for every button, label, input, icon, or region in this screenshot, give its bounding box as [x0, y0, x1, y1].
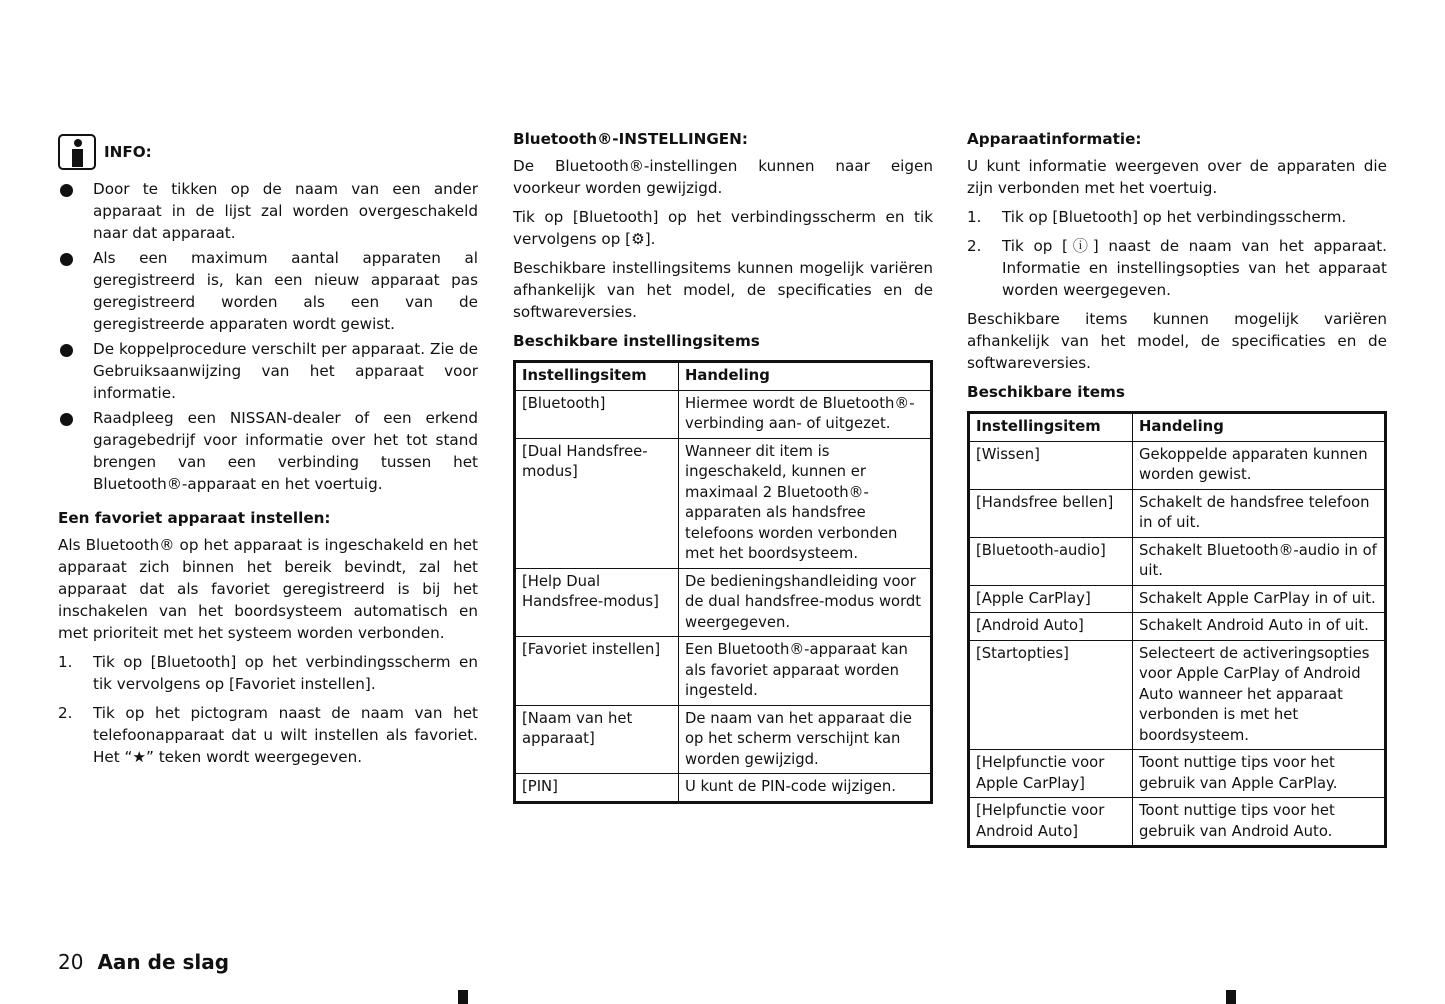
table-cell: Schakelt Apple CarPlay in of uit.	[1133, 585, 1386, 613]
table-row	[969, 489, 1386, 537]
dev-table-heading: Beschikbare items	[967, 383, 1125, 401]
table-cell: Schakelt Android Auto in of uit.	[1133, 613, 1386, 641]
table-cell: [Naam van het apparaat]	[515, 705, 679, 774]
table-cell: Gekoppelde apparaten kunnen worden gewist.	[1133, 441, 1386, 489]
middle-column	[513, 128, 933, 804]
dev-steps	[967, 206, 1387, 301]
page-footer	[58, 951, 229, 973]
crop-mark	[1226, 990, 1236, 1004]
table-cell: Een Bluetooth®-apparaat kan als favoriet apparaat worden ingesteld.	[679, 637, 932, 706]
table-cell: Hiermee wordt de Bluetooth®-verbinding aan- of uitgezet.	[679, 390, 932, 438]
table-cell: Selecteert de activeringsopties voor Apple CarPlay of Android Auto wanneer het apparaat verbonden is met het boordsysteem.	[1133, 640, 1386, 750]
table-cell: Toont nuttige tips voor het gebruik van Apple CarPlay.	[1133, 750, 1386, 798]
info-bullet: Door te tikken op de naam van een ander apparaat in de lijst zal worden overgeschakeld naar dat apparaat.	[58, 178, 478, 244]
dev-paragraph: Beschikbare items kunnen mogelijk variëren afhankelijk van het model, de specificaties en de softwareversies.	[967, 310, 1387, 372]
table-cell: U kunt de PIN-code wijzigen.	[679, 774, 932, 803]
table-cell: Toont nuttige tips voor het gebruik van Android Auto.	[1133, 798, 1386, 847]
table-row	[515, 438, 932, 568]
fav-heading: Een favoriet apparaat instellen:	[58, 509, 331, 527]
table-cell: [Helpfunctie voor Android Auto]	[969, 798, 1133, 847]
right-column	[967, 128, 1387, 848]
table-row	[969, 585, 1386, 613]
table-cell: [Wissen]	[969, 441, 1133, 489]
column-header: Instellingsitem	[515, 362, 679, 391]
dev-paragraph: U kunt informatie weergeven over de apparaten die zijn verbonden met het voertuig.	[967, 157, 1387, 197]
info-header	[58, 134, 478, 170]
table-cell: [Startopties]	[969, 640, 1133, 750]
bt-paragraph: De Bluetooth®-instellingen kunnen naar eigen voorkeur worden gewijzigd.	[513, 157, 933, 197]
info-label: INFO:	[104, 143, 152, 161]
step-item	[967, 206, 1387, 228]
bt-table-heading: Beschikbare instellingsitems	[513, 332, 760, 350]
step-text: Tik op [Bluetooth] op het verbindingsscherm.	[1002, 208, 1347, 226]
column-header: Instellingsitem	[969, 413, 1133, 442]
table-cell: [Bluetooth]	[515, 390, 679, 438]
table-cell: Schakelt Bluetooth®-audio in of uit.	[1133, 537, 1386, 585]
table-cell: [Dual Handsfree-modus]	[515, 438, 679, 568]
table-row	[969, 750, 1386, 798]
table-cell: [Help Dual Handsfree-modus]	[515, 568, 679, 637]
step-text: Tik op [Bluetooth] op het verbindingsscherm en tik vervolgens op [Favoriet instellen].	[93, 653, 478, 693]
table-cell: [Apple CarPlay]	[969, 585, 1133, 613]
bt-paragraph: Tik op [Bluetooth] op het verbindingsscherm en tik vervolgens op [⚙].	[513, 208, 933, 248]
crop-mark	[458, 990, 468, 1004]
info-bullet: Raadpleeg een NISSAN-dealer of een erkend garagebedrijf voor informatie over het tot stand brengen van een verbinding tussen het Bluetooth®-apparaat en het voertuig.	[58, 407, 478, 495]
table-cell: Wanneer dit item is ingeschakeld, kunnen er maximaal 2 Bluetooth®-apparaten als handsfree telefoons worden verbonden met het boordsysteem.	[679, 438, 932, 568]
table-header-row	[515, 362, 932, 391]
table-cell: [Android Auto]	[969, 613, 1133, 641]
table-cell: [PIN]	[515, 774, 679, 803]
section-title: Aan de slag	[97, 950, 230, 974]
info-icon	[58, 134, 96, 170]
table-cell: [Handsfree bellen]	[969, 489, 1133, 537]
fav-steps	[58, 651, 478, 768]
table-row	[515, 568, 932, 637]
table-cell: De naam van het apparaat die op het scherm verschijnt kan worden gewijzigd.	[679, 705, 932, 774]
table-row	[515, 637, 932, 706]
page-number: 20	[58, 950, 84, 974]
table-row	[969, 613, 1386, 641]
table-cell: Schakelt de handsfree telefoon in of uit.	[1133, 489, 1386, 537]
column-header: Handeling	[679, 362, 932, 391]
step-number: 1.	[58, 653, 73, 671]
info-bullet: De koppelprocedure verschilt per apparaat. Zie de Gebruiksaanwijzing van het apparaat voor informatie.	[58, 338, 478, 404]
column-header: Handeling	[1133, 413, 1386, 442]
left-column	[58, 128, 478, 775]
table-header-row	[969, 413, 1386, 442]
bt-paragraph: Beschikbare instellingsitems kunnen mogelijk variëren afhankelijk van het model, de specificaties en de softwareversies.	[513, 259, 933, 321]
table-row	[515, 774, 932, 803]
step-item	[58, 702, 478, 768]
table-row	[515, 390, 932, 438]
table-cell: De bedieningshandleiding voor de dual handsfree-modus wordt weergegeven.	[679, 568, 932, 637]
bt-heading: Bluetooth®-INSTELLINGEN:	[513, 130, 748, 148]
table-row	[515, 705, 932, 774]
table-cell: [Helpfunctie voor Apple CarPlay]	[969, 750, 1133, 798]
info-bullets	[58, 178, 478, 495]
step-text: Tik op [ⓘ] naast de naam van het apparaat. Informatie en instellingsopties van het apparaat worden weergegeven.	[1002, 237, 1387, 299]
step-number: 1.	[967, 208, 982, 226]
dev-heading: Apparaatinformatie:	[967, 130, 1142, 148]
bt-settings-table	[513, 360, 933, 804]
table-row	[969, 441, 1386, 489]
device-info-table	[967, 411, 1387, 848]
table-cell: [Favoriet instellen]	[515, 637, 679, 706]
table-row	[969, 537, 1386, 585]
step-item	[967, 235, 1387, 301]
info-bullet: Als een maximum aantal apparaten al geregistreerd is, kan een nieuw apparaat pas geregistreerd worden als een van de geregistreerde apparaten wordt gewist.	[58, 247, 478, 335]
step-number: 2.	[967, 237, 982, 255]
step-number: 2.	[58, 704, 73, 722]
step-text: Tik op het pictogram naast de naam van het telefoonapparaat dat u wilt instellen als favoriet. Het “★” teken wordt weergegeven.	[93, 704, 478, 766]
table-row	[969, 798, 1386, 847]
table-cell: [Bluetooth-audio]	[969, 537, 1133, 585]
fav-text: Als Bluetooth® op het apparaat is ingeschakeld en het apparaat zich binnen het bereik bevindt, zal het apparaat dat als favoriet geregistreerd is bij het inschakelen van het boordsysteem automatisch en met prioriteit met het systeem worden verbonden.	[58, 536, 478, 642]
table-row	[969, 640, 1386, 750]
step-item	[58, 651, 478, 695]
